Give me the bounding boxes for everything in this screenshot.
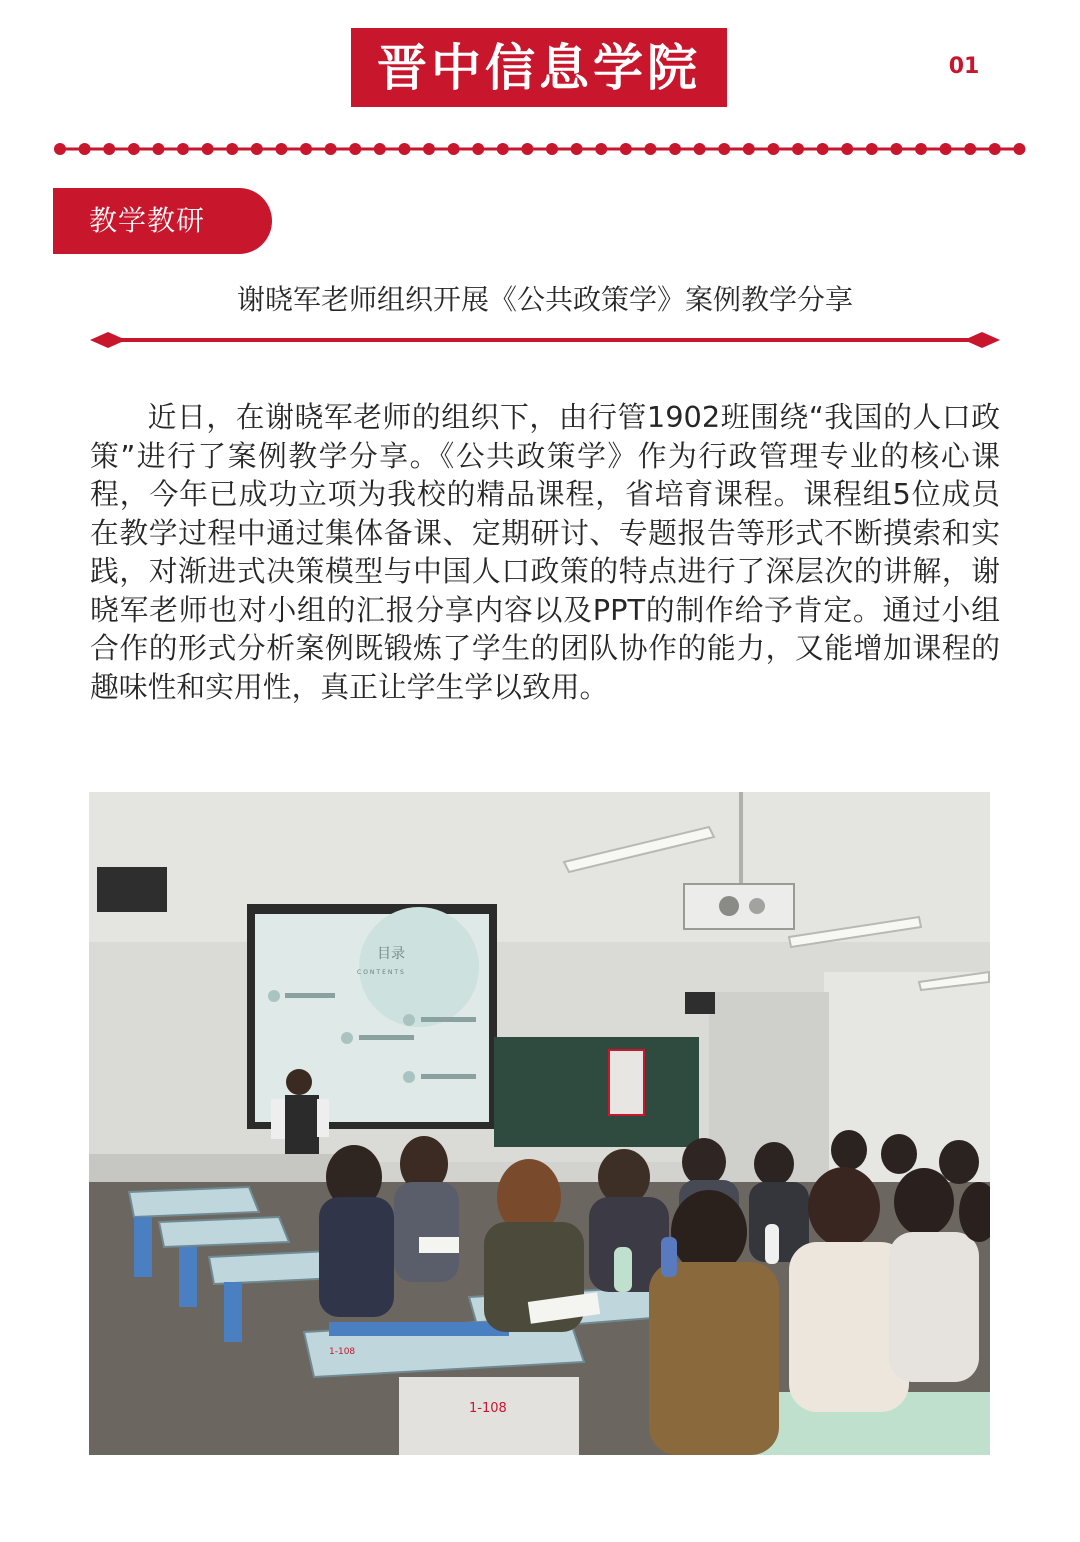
divider-dot [521, 143, 533, 155]
divider-dot [571, 143, 583, 155]
desk-label: 1-108 [469, 1401, 507, 1416]
divider-dot [79, 143, 91, 155]
divider-dot [595, 143, 607, 155]
slide-title: 目录 [377, 946, 405, 962]
article-title: 谢晓军老师组织开展《公共政策学》案例教学分享 [236, 283, 853, 316]
page-number: 01 [948, 54, 980, 79]
divider-dot [792, 143, 804, 155]
divider-dot [767, 143, 779, 155]
divider-dot [226, 143, 238, 155]
divider-dot [103, 143, 115, 155]
article-body: 近日，在谢晓军老师的组织下，由行管1902班围绕“我国的人口政策”进行了案例教学分享。《公共政策学》作为行政管理专业的核心课程，今年已成功立项为我校的精品课程，省培育课程。课程组5位成员在教学过程中通过集体备课、定期研讨、专题报告等形式不断摸索和实践，对渐进式决策模型与中国人口政策的特点进行了深层次的讲解，谢晓军老师也对小组的汇报分享内容以及PPT的制作给予肯定。通过小组合作的形式分析案例既锻炼了学生的团队协作的能力，又能增加课程的趣味性和实用性，真正让学生学以致用。 [90, 400, 1000, 704]
divider-dot [817, 143, 829, 155]
dotted-divider [52, 140, 1028, 158]
divider-dot [718, 143, 730, 155]
divider-dot [448, 143, 460, 155]
section-tag [53, 188, 272, 254]
divider-dot [54, 143, 66, 155]
divider-dot [644, 143, 656, 155]
divider-dot [152, 143, 164, 155]
divider-dot [349, 143, 361, 155]
divider-dot [743, 143, 755, 155]
desk-label-small: 1-108 [329, 1347, 356, 1357]
divider-dot [128, 143, 140, 155]
divider-dot [694, 143, 706, 155]
college-title: 晋中信息学院 [377, 37, 701, 97]
divider-dot [275, 143, 287, 155]
divider-dot [472, 143, 484, 155]
divider-dot [964, 143, 976, 155]
title-divider [90, 330, 1000, 350]
college-title-banner [351, 28, 727, 107]
divider-dot [989, 143, 1001, 155]
divider-dot [423, 143, 435, 155]
divider-dot [669, 143, 681, 155]
divider-dot [251, 143, 263, 155]
divider-dot [398, 143, 410, 155]
slide-subtitle: CONTENTS [357, 969, 406, 976]
section-tag-label: 教学教研 [89, 204, 206, 237]
divider-dot [866, 143, 878, 155]
divider-dot [940, 143, 952, 155]
divider-dot [497, 143, 509, 155]
divider-dot [1013, 143, 1025, 155]
divider-dot [915, 143, 927, 155]
divider-dot [546, 143, 558, 155]
divider-dot [620, 143, 632, 155]
divider-dot [325, 143, 337, 155]
divider-dot [300, 143, 312, 155]
divider-dot [374, 143, 386, 155]
divider-dot [890, 143, 902, 155]
divider-dot [841, 143, 853, 155]
divider-dot [202, 143, 214, 155]
divider-dot [177, 143, 189, 155]
classroom-photo [89, 792, 990, 1455]
